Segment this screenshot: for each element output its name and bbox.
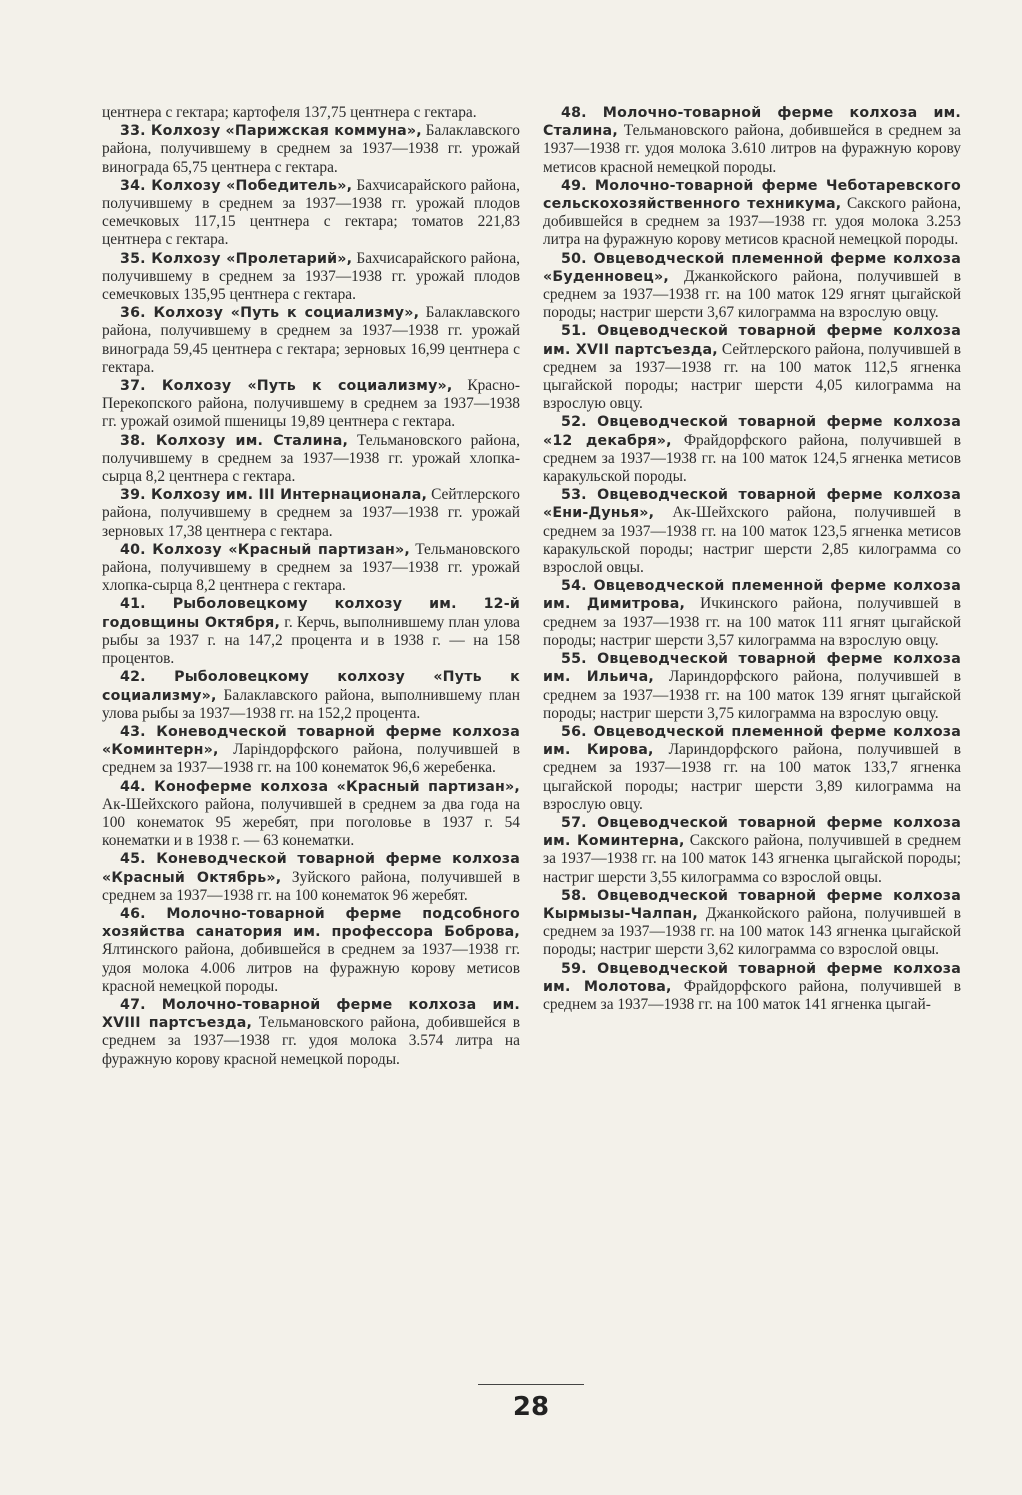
entry-heading: 46. Молочно-товарной ферме подсобного хозяйства санатория им. профессора Боброва, — [102, 905, 520, 941]
entry-text: г. Керчь, выполнившему план улова рыбы за 1937 г. на 147,2 процента и в 1938 г. — на 158 процентов. — [102, 613, 520, 668]
entry-text: Ичкинского района, получившей в среднем за 1937—1938 гг. на 100 маток 111 ягнят цыгайской породы; настриг шерсти 3,57 килограмма на взрослую овцу. — [543, 595, 961, 649]
award-entry — [102, 250, 520, 305]
page-number-rule — [478, 1384, 584, 1385]
entry-heading: 45. Коневодческой товарной ферме колхоза «Красный Октябрь», — [102, 851, 520, 886]
entry-text: Ак-Шейхского района, получившей в среднем за два года на 100 конематок 95 жеребят, при поголовье в 1937 г. 54 конематки и в 1938 г. — 63 конематки. — [102, 795, 520, 850]
award-entry — [102, 486, 520, 541]
entry-heading: 51. Овцеводческой товарной ферме колхоза им. XVII партсъезда, — [543, 323, 961, 358]
award-entry — [102, 668, 520, 723]
award-entry — [102, 177, 520, 250]
entry-text: Джанкойского района, получившей в среднем за 1937—1938 гг. на 100 маток 129 ягнят цыгайской породы; настриг шерсти 3,67 килограмма на взрослую овцу. — [543, 267, 961, 322]
entry-heading: 56. Овцеводческой племенной ферме колхоза им. Кирова, — [543, 723, 961, 759]
award-entry — [543, 814, 961, 887]
award-entry — [543, 250, 961, 323]
award-entry — [102, 432, 520, 487]
award-entry — [102, 104, 520, 122]
entry-text: Сейтлерского района, получившей в среднем за 1937—1938 гг. на 100 маток 112,5 ягненка цыгайской породы; настриг шерсти 4,05 килограмма на взрослую овцу. — [543, 340, 961, 413]
award-entry — [543, 177, 961, 250]
award-entry — [102, 850, 520, 905]
entry-text: Тельмановского района, получившему в среднем за 1937—1938 гг. урожай хлопка-сырца 8,2 центнера с гектара. — [102, 431, 520, 486]
entry-heading: 41. Рыболовецкому колхозу им. 12-й годовщины Октября, — [102, 596, 520, 631]
entry-heading: 38. Колхозу им. Сталина, — [120, 432, 349, 449]
entry-heading: 57. Овцеводческой товарной ферме колхоза им. Коминтерна, — [543, 814, 961, 850]
entry-heading: 48. Молочно-товарной ферме колхоза им. Сталина, — [543, 105, 961, 140]
entry-text: Тельмановского района, получившему в среднем за 1937—1938 гг. урожай хлопка-сырца 8,2 центнера с гектара. — [102, 540, 520, 595]
entry-heading: 54. Овцеводческой племенной ферме колхоза им. Димитрова, — [543, 578, 961, 613]
award-entry — [102, 541, 520, 596]
entry-text: центнера с гектара; картофеля 137,75 центнера с гектара. — [102, 104, 477, 121]
entry-heading: 33. Колхозу «Парижская коммуна», — [120, 123, 422, 140]
entry-heading: 44. Коноферме колхоза «Красный партизан», — [120, 778, 520, 795]
entry-text: Сейтлерского района, получившему в среднем за 1937—1938 гг. урожай зерновых 17,38 центнера с гектара. — [102, 486, 520, 540]
entry-text: Ялтинского района, добившейся в среднем за 1937—1938 гг. удоя молока 4.006 литров на фуражную корову метисов красной немецкой породы. — [102, 941, 520, 995]
entry-text: Балаклавского района, получившему в среднем за 1937—1938 гг. урожай винограда 65,75 центнера с гектара. — [102, 122, 520, 176]
entry-heading: 58. Овцеводческой товарной ферме колхоза Кырмызы-Чалпан, — [543, 887, 961, 922]
award-entry — [102, 723, 520, 778]
entry-heading: 40. Колхозу «Красный партизан», — [120, 541, 410, 558]
entry-text: Ларіндорфского района, получившей в среднем за 1937—1938 гг. на 100 конематок 96,6 жеребенка. — [102, 741, 520, 777]
entry-text: Ак-Шейхского района, получившей в среднем за 1937—1938 гг. на 100 маток 123,5 ягненка метисов каракульской породы; настриг шерсти 2,85 килограмма со взрослой овцы. — [543, 504, 961, 577]
entry-text: Сакского района, получившей в среднем за 1937—1938 гг. на 100 маток 143 ягненка цыгайской породы; настриг шерсти 3,55 килограмма со взрослой овцы. — [543, 832, 961, 886]
award-entry — [543, 887, 961, 960]
award-entry — [543, 650, 961, 723]
entry-text: Лариндорфского района, получившей в среднем за 1937—1938 гг. на 100 маток 139 ягнят цыгайской породы; настриг шерсти 3,75 килограмма на взрослую овцу. — [543, 668, 961, 722]
entry-text: Зуйского района, получившей в среднем за 1937—1938 гг. на 100 конематок 96 жеребят. — [102, 868, 520, 904]
award-entry — [102, 778, 520, 851]
left-column — [102, 104, 520, 1069]
entry-text: Балаклавского района, получившему в среднем за 1937—1938 гг. урожай винограда 59,45 центнера с гектара; зерновых 16,99 центнера с гектара. — [102, 304, 520, 376]
entry-text: Бахчисарайского района, получившему в среднем за 1937—1938 гг. урожай плодов семечковых 117,15 центнера с гектара; томатов 221,83 центнера с гектара. — [102, 176, 520, 249]
award-entry — [543, 104, 961, 177]
award-entry — [543, 577, 961, 650]
entry-text: Тельмановского района, добившейся в среднем за 1937—1938 гг. удоя молока 3.574 литра на фуражную корову красной немецкой породы. — [102, 1014, 520, 1068]
entry-heading: 47. Молочно-товарной ферме колхоза им. XVIII партсъезда, — [102, 996, 520, 1032]
entry-heading: 52. Овцеводческой товарной ферме колхоза «12 декабря», — [543, 414, 961, 449]
entry-heading: 49. Молочно-товарной ферме Чеботаревского сельскохозяйственного техникума, — [543, 177, 961, 213]
entry-text: Красно-Перекопского района, получившему в среднем за 1937—1938 гг. урожай озимой пшеницы 19,89 центнера с гектара. — [102, 377, 520, 431]
award-entry — [543, 486, 961, 577]
entry-heading: 59. Овцеводческой товарной ферме колхоза им. Молотова, — [543, 960, 961, 995]
entry-text: Сакского района, добившейся в среднем за 1937—1938 гг. удоя молока 3.253 литра на фуражную корову метисов красной немецкой породы. — [543, 195, 961, 249]
entry-heading: 55. Овцеводческой товарной ферме колхоза им. Ильича, — [543, 651, 961, 686]
entry-heading: 34. Колхозу «Победитель», — [120, 177, 353, 194]
award-entry — [543, 322, 961, 413]
award-entry — [102, 304, 520, 377]
award-entry — [102, 122, 520, 177]
entry-text: Бахчисарайского района, получившему в среднем за 1937—1938 гг. урожай плодов семечковых 135,95 центнера с гектара. — [102, 249, 520, 304]
right-column — [543, 104, 961, 1014]
award-entry — [543, 960, 961, 1015]
entry-heading: 37. Колхозу «Путь к социализму», — [120, 378, 453, 395]
entry-heading: 53. Овцеводческой товарной ферме колхоза «Ени-Дунья», — [543, 487, 961, 522]
entry-text: Фрайдорфского района, получившей в среднем за 1937—1938 гг. на 100 маток 141 ягненка цыгай- — [543, 977, 961, 1013]
entry-heading: 50. Овцеводческой племенной ферме колхоза «Буденновец», — [543, 250, 961, 285]
entry-heading: 35. Колхозу «Пролетарий», — [120, 250, 353, 267]
entry-heading: 42. Рыболовецкому колхозу «Путь к социализму», — [102, 669, 520, 704]
award-entry — [543, 723, 961, 814]
award-entry — [102, 377, 520, 432]
entry-text: Тельмановского района, добившейся в среднем за 1937—1938 гг. удоя молока 3.610 литров на фуражную корову метисов красной немецкой породы. — [543, 122, 961, 176]
award-entry — [102, 905, 520, 996]
entry-text: Джанкойского района, получившей в среднем за 1937—1938 гг. на 100 маток 143 ягненка цыгайской породы; настриг шерсти 3,62 килограмма со взрослой овцы. — [543, 904, 961, 959]
entry-heading: 39. Колхозу им. III Интернационала, — [120, 487, 428, 504]
page-number: 28 — [512, 1392, 550, 1422]
entry-text: Фрайдорфского района, получившей в среднем за 1937—1938 гг. на 100 маток 124,5 ягненка метисов каракульской породы. — [543, 431, 961, 486]
entry-text: Балаклавского района, выполнившему план улова рыбы за 1937—1938 гг. на 152,2 процента. — [102, 686, 520, 722]
entry-text: Лариндорфского района, получившей в среднем за 1937—1938 гг. на 100 маток 133,7 ягненка цыгайской породы; настриг шерсти 3,89 килограмма на взрослую овцу. — [543, 741, 961, 813]
award-entry — [102, 996, 520, 1069]
entry-heading: 36. Колхозу «Путь к социализму», — [120, 305, 420, 322]
award-entry — [102, 595, 520, 668]
award-entry — [543, 413, 961, 486]
entry-heading: 43. Коневодческой товарной ферме колхоза «Коминтерн», — [102, 723, 520, 759]
